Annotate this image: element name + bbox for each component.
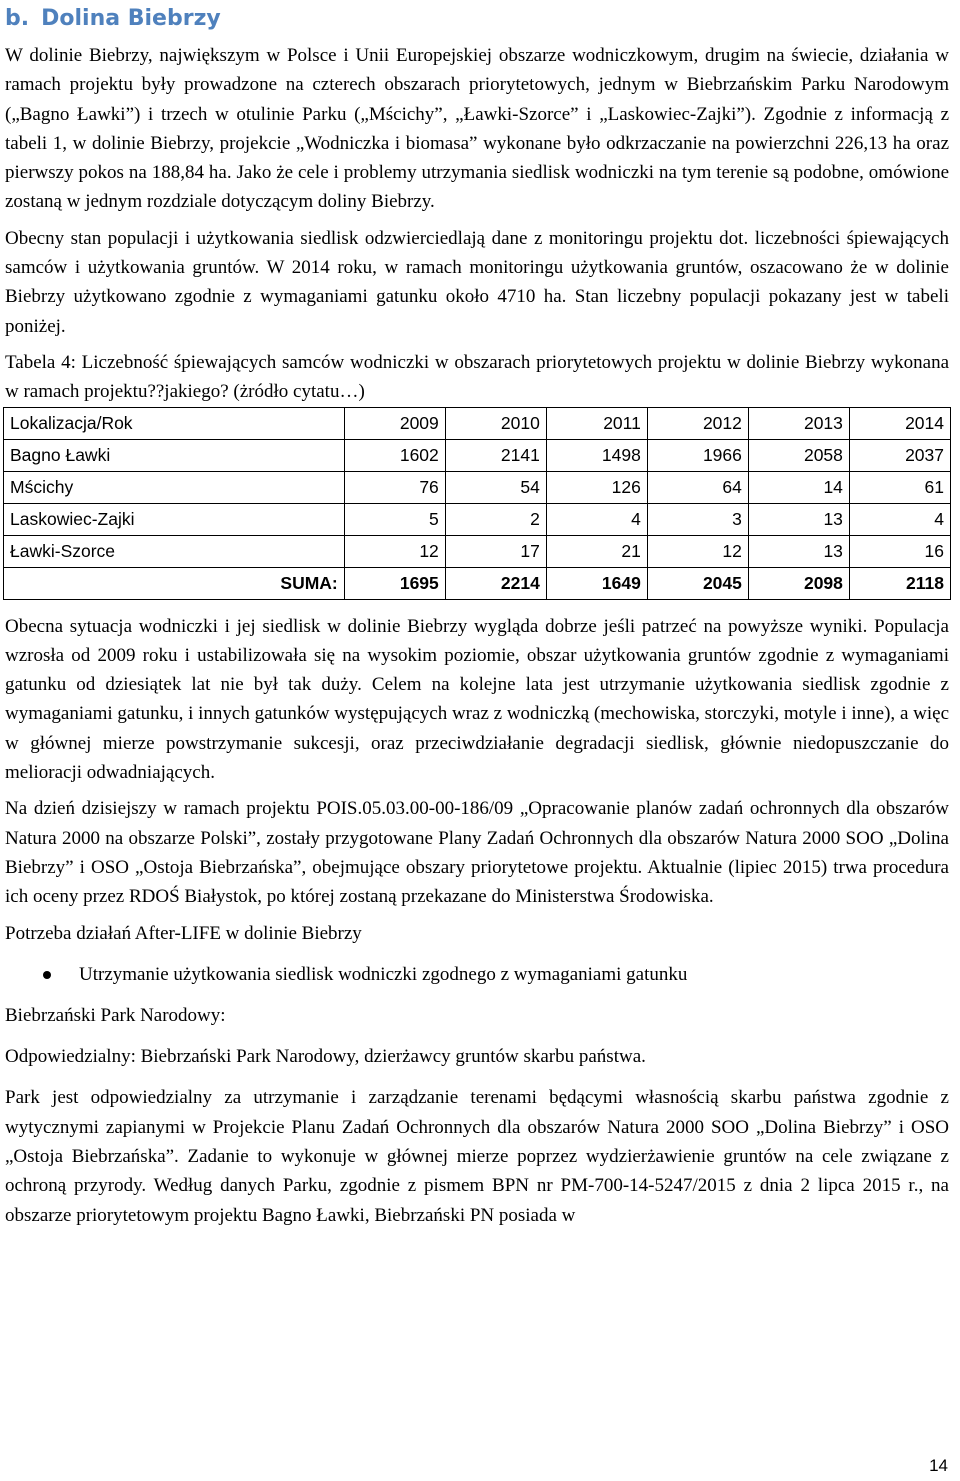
table-cell: 4 [849, 503, 950, 535]
table-cell: Mścichy [4, 471, 345, 503]
table-cell: 2141 [445, 439, 546, 471]
table-header-row [4, 407, 951, 439]
table-cell: 61 [849, 471, 950, 503]
table-cell: 4 [546, 503, 647, 535]
table-cell: 3 [647, 503, 748, 535]
table-cell: 64 [647, 471, 748, 503]
table-cell: 2098 [748, 567, 849, 599]
table-cell: 126 [546, 471, 647, 503]
paragraph-plans: Na dzień dzisiejszy w ramach projektu POIS.05.03.00-00-186/09 „Opracowanie planów zadań ochronnych dla obszarów Natura 2000 na obszarze Polski”, zostały przygotowane Plany Zadań Ochronnych dla obszarów Natura 2000 SOO „Dolina Biebrzy” i OSO „Ostoja Biebrzańska”, obejmujące obszary priorytetowe projektu. Aktualnie (lipiec 2015) trwa procedura ich oceny przez RDOŚ Białystok, po której zostaną przekazane do Ministerstwa Środowiska. [5, 798, 949, 908]
document-page [5, 0, 949, 1230]
table-cell: 13 [748, 535, 849, 567]
table-row [4, 439, 951, 471]
table-cell: 16 [849, 535, 950, 567]
table-cell: 2014 [849, 407, 950, 439]
table-cell: 2 [445, 503, 546, 535]
table-cell: 1695 [344, 567, 445, 599]
paragraph-situation: Obecna sytuacja wodniczki i jej siedlisk w dolinie Biebrzy wygląda dobrze jeśli patrzeć na powyższe wyniki. Populacja wzrosła od 2009 roku i ustabilizowała się na wysokim poziomie, obszar użytkowania gruntów zgodnie z wymaganiami gatunku od dziesiątek lat nie był tak duży. Celem na kolejne lata jest utrzymanie użytkowania siedlisk zgodnie z wymaganiami gatunku, i innych gatunków występujących wraz z wodniczką (mechowiska, storczyki, motyle i inne), a więc w głównej mierze powstrzymanie sukcesji, oraz przeciwdziałanie degradacji siedlisk, głównie niedopuszczanie do melioracji odwadniających. [5, 615, 949, 784]
table-cell: 2010 [445, 407, 546, 439]
table-cell: 76 [344, 471, 445, 503]
table-row [4, 471, 951, 503]
table-cell: 2118 [849, 567, 950, 599]
table-cell: 54 [445, 471, 546, 503]
section-title: Dolina Biebrzy [41, 6, 221, 31]
table-cell: Bagno Ławki [4, 439, 345, 471]
table-cell: 12 [344, 535, 445, 567]
table-cell: 1498 [546, 439, 647, 471]
paragraph-responsible: Odpowiedzialny: Biebrzański Park Narodowy, dzierżawcy gruntów skarbu państwa. [5, 1046, 646, 1068]
table-cell: 14 [748, 471, 849, 503]
bullet-list [5, 960, 949, 989]
table-cell: 2013 [748, 407, 849, 439]
table-cell: 1602 [344, 439, 445, 471]
paragraph-after-life: Potrzeba działań After-LIFE w dolinie Biebrzy [5, 922, 362, 944]
table-cell: Laskowiec-Zajki [4, 503, 345, 535]
table-sum-row [4, 567, 951, 599]
table-cell: 21 [546, 535, 647, 567]
table-caption: Tabela 4: Liczebność śpiewających samców wodniczki w obszarach priorytetowych projektu w dolinie Biebrzy wykonana w ramach projektu??jakiego? (żródło cytatu…) [5, 351, 949, 403]
paragraph-park: Biebrzański Park Narodowy: [5, 1004, 226, 1026]
table-cell: Lokalizacja/Rok [4, 407, 345, 439]
section-heading [5, 4, 949, 34]
table-cell: SUMA: [4, 567, 345, 599]
table-cell: 2009 [344, 407, 445, 439]
page-number: 14 [929, 1456, 948, 1475]
paragraph-intro: W dolinie Biebrzy, największym w Polsce i Unii Europejskiej obszarze wodniczkowym, drugim na świecie, działania w ramach projektu były prowadzone na czterech obszarach priorytetowych, jednym w Biebrzańskim Parku Narodowym („Bagno Ławki”) i trzech w otulinie Parku („Mścichy”, „Ławki-Szorce” i „Laskowiec-Zajki”). Zgodnie z informacją z tabeli 1, w dolinie Biebrzy, projekcie „Wodniczka i biomasa” wykonane było odkrzaczanie na powierzchni 226,13 ha oraz pierwszy pokos na 188,84 ha. Jako że cele i problemy utrzymania siedlisk wodniczki na tym terenie są podobne, omówione zostaną w jednym rozdziale dotyczącym doliny Biebrzy. [5, 45, 949, 213]
population-table [3, 407, 951, 600]
table-row [4, 535, 951, 567]
section-number: b. [5, 6, 30, 31]
paragraph-park-duties: Park jest odpowiedzialny za utrzymanie i zarządzanie terenami będącymi własnością skarbu państwa zgodnie z wytycznymi zapianymi w Projekcie Planu Zadań Ochronnych dla obszarów Natura 2000 SOO „Dolina Biebrzy” i OSO „Ostoja Biebrzańska”. Zadanie to wykonuje w głównej mierze poprzez wydzierżawienie gruntów na cele związane z ochroną przyrody. Według danych Parku, zgodnie z pismem BPN nr PM-700-14-5247/2015 z dnia 2 lipca 2015 r., na obszarze priorytetowym projektu Bagno Ławki, Biebrzański PN posiada w [5, 1087, 949, 1226]
table-cell: 2011 [546, 407, 647, 439]
table-cell: 2012 [647, 407, 748, 439]
paragraph-population: Obecny stan populacji i użytkowania siedlisk odzwierciedlają dane z monitoringu projektu dot. liczebności śpiewających samców i użytkowania gruntów. W 2014 roku, w ramach monitoringu użytkowania gruntów, oszacowano że w dolinie Biebrzy użytkowano zgodnie z wymaganiami gatunku około 4710 ha. Stan liczebny populacji pokazany jest w tabeli poniżej. [5, 227, 949, 337]
table-cell: 2045 [647, 567, 748, 599]
table-cell: 12 [647, 535, 748, 567]
table-cell: 1649 [546, 567, 647, 599]
list-item-text: Utrzymanie użytkowania siedlisk wodniczki zgodnego z wymaganiami gatunku [79, 963, 688, 985]
list-item [5, 960, 949, 989]
table-cell: 17 [445, 535, 546, 567]
bullet-icon [43, 971, 51, 979]
table-cell: 5 [344, 503, 445, 535]
table-cell: 2058 [748, 439, 849, 471]
table-cell: 2214 [445, 567, 546, 599]
table-cell: 1966 [647, 439, 748, 471]
table-cell: Ławki-Szorce [4, 535, 345, 567]
table-row [4, 503, 951, 535]
table-cell: 2037 [849, 439, 950, 471]
table-cell: 13 [748, 503, 849, 535]
